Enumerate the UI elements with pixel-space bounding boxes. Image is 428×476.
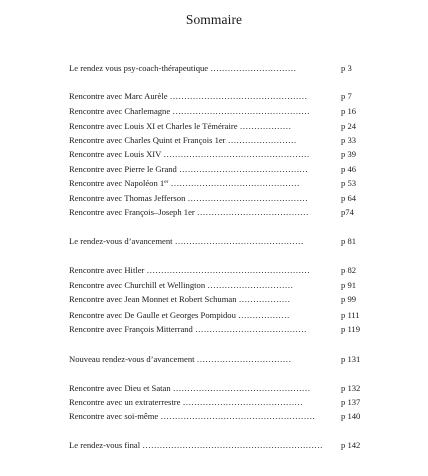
toc-entry-title: Rencontre avec Jean Monnet et Robert Schuman ……………… <box>69 294 291 304</box>
toc-entry-title: Rencontre avec François Mitterrand ………………………………… <box>69 324 307 334</box>
toc-entry <box>69 410 369 422</box>
toc-entry-title: Rencontre avec Louis XIV …………………………………………… <box>69 149 310 159</box>
superscript: er <box>164 179 169 185</box>
toc-entry <box>69 309 369 321</box>
toc-entry-title: Le rendez-vous final ……………………………………………………… <box>69 440 323 450</box>
toc-entry-title: Rencontre avec Napoléon 1er ……………………………………… <box>69 178 300 188</box>
toc-entry <box>69 323 369 335</box>
toc-entry-page: p 142 <box>341 440 361 450</box>
toc-entry-title: Le rendez-vous d’avancement ……………………………………… <box>69 236 304 246</box>
toc-entry-title: Rencontre avec Hitler ………………………………………………… <box>69 265 310 275</box>
toc-entry-page: p 16 <box>341 106 357 116</box>
toc-entry-page: p 33 <box>341 135 357 145</box>
toc-entry-title: Rencontre avec un extraterrestre …………………………………… <box>69 397 303 407</box>
toc-entry-title: Rencontre avec Charlemagne ………………………………………… <box>69 106 310 116</box>
toc-entry-page: p 3 <box>341 63 352 73</box>
toc-entry-title: Le rendez vous psy-coach-thérapeutique ………………………… <box>69 63 297 73</box>
toc-entry <box>69 192 369 204</box>
toc-entry <box>69 120 369 132</box>
toc-entry <box>69 105 369 117</box>
toc-entry-title: Rencontre avec Churchill et Wellington ………………………… <box>69 280 294 290</box>
toc-entry <box>69 90 369 102</box>
toc-entry <box>69 148 369 160</box>
toc-entry <box>69 279 369 291</box>
toc-entry <box>69 235 369 247</box>
toc-entry-title: Rencontre avec Marc Aurèle ………………………………………… <box>69 91 308 101</box>
toc-entry-page: p 46 <box>341 164 357 174</box>
toc-entry <box>69 62 369 74</box>
toc-entry <box>69 439 369 451</box>
toc-entry-page: p 91 <box>341 280 357 290</box>
toc-entry-page: p 82 <box>341 265 357 275</box>
toc-entry-page: p 81 <box>341 236 357 246</box>
page-title: Sommaire <box>185 12 243 27</box>
toc-entry-title: Rencontre avec soi-même ……………………………………………… <box>69 411 316 421</box>
toc-entry <box>69 353 369 365</box>
toc-entry-page: p 140 <box>341 411 361 421</box>
toc-entry <box>69 293 369 305</box>
toc-entry-page: p 119 <box>341 324 361 334</box>
toc-entry-page: p 99 <box>341 294 357 304</box>
toc-entry-title: Rencontre avec François–Joseph 1er ………………………………… <box>69 207 309 217</box>
toc-entry-page: p 53 <box>341 178 357 188</box>
toc-entry <box>69 206 369 218</box>
toc-entry-page: p 24 <box>341 121 357 131</box>
toc-entry-page: p74 <box>341 207 354 217</box>
toc-entry-title: Rencontre avec Charles Quint et François 1er …………………… <box>69 135 297 145</box>
toc-entry-title: Rencontre avec Pierre le Grand ……………………………………… <box>69 164 308 174</box>
toc-entry-page: p 131 <box>341 354 361 364</box>
toc-entry-page: p 7 <box>341 91 352 101</box>
toc-entry <box>69 177 369 189</box>
toc-entry-title: Rencontre avec De Gaulle et Georges Pompidou ……………… <box>69 310 290 320</box>
toc-entry-title: Rencontre avec Louis XI et Charles le Téméraire ……………… <box>69 121 292 131</box>
toc-entry-page: p 132 <box>341 383 361 393</box>
toc-entry-page: p 39 <box>341 149 357 159</box>
toc-entry <box>69 264 369 276</box>
toc-entry-page: p 137 <box>341 397 361 407</box>
toc-entry <box>69 382 369 394</box>
toc-entry-title: Rencontre avec Thomas Jefferson …………………………………… <box>69 193 308 203</box>
toc-entry <box>69 163 369 175</box>
toc-entry-title: Nouveau rendez-vous d’avancement …………………………… <box>69 354 292 364</box>
toc-entry-page: p 64 <box>341 193 357 203</box>
toc-entry <box>69 396 369 408</box>
toc-entry-page: p 111 <box>341 310 360 320</box>
toc-entry <box>69 134 369 146</box>
toc-entry-title: Rencontre avec Dieu et Satan ………………………………………… <box>69 383 311 393</box>
